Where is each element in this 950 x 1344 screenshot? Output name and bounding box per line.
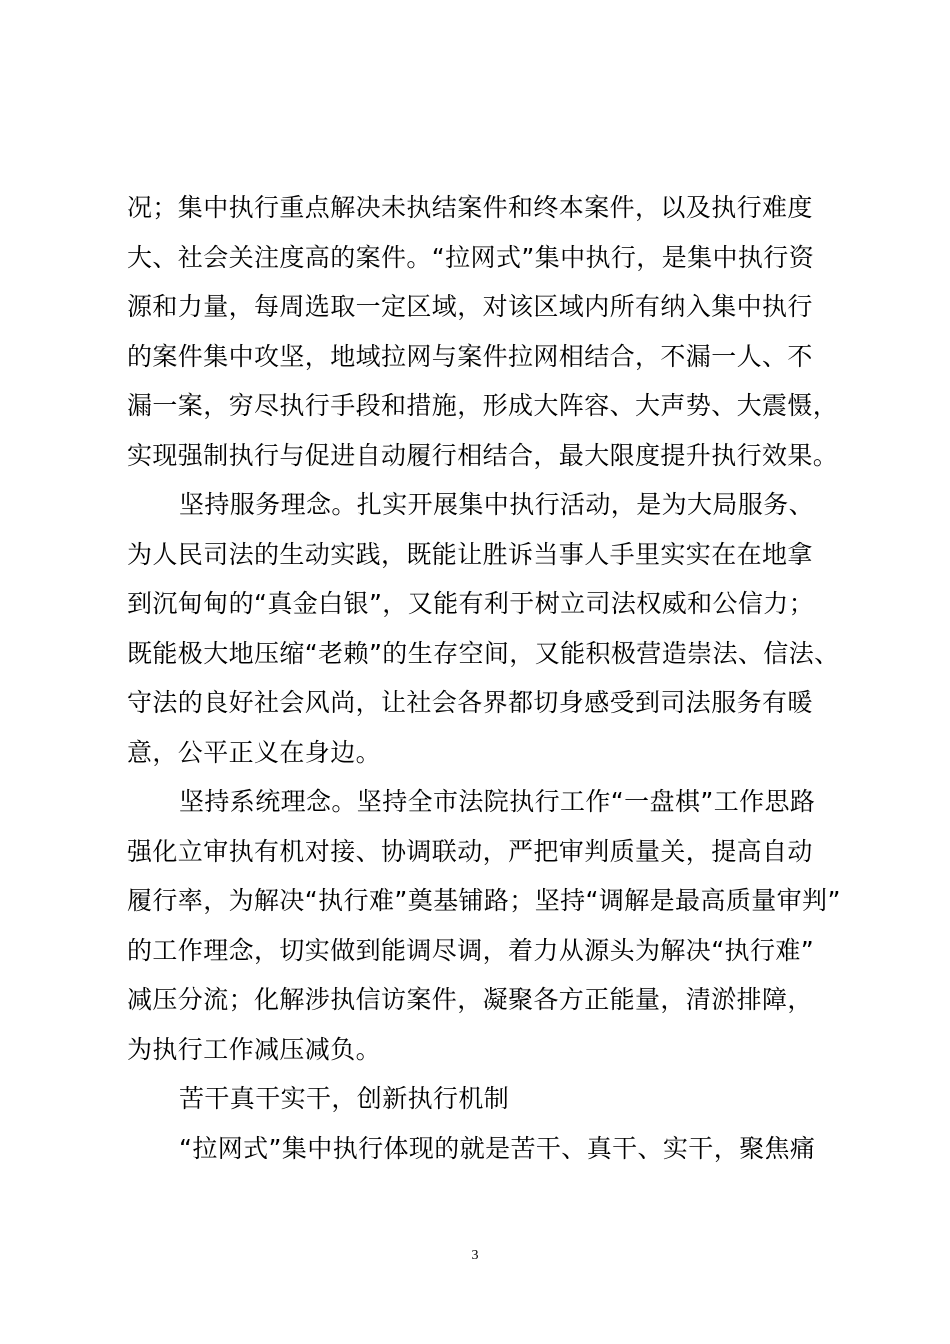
text-line: 坚持系统理念。坚持全市法院执行工作“一盘棋”工作思路	[179, 787, 816, 816]
text-line: 守法的良好社会风尚，让社会各界都切身感受到司法服务有暖	[127, 688, 813, 717]
text-line: 的工作理念，切实做到能调尽调，着力从源头为解决“执行难”	[127, 935, 815, 965]
page-number: 3	[471, 1248, 479, 1263]
text-line: 大、社会关注度高的案件。“拉网式”集中执行，是集中执行资	[127, 242, 815, 272]
text-line: 意，公平正义在身边。	[127, 737, 382, 767]
text-line: 到沉甸甸的“真金白银”，又能有利于树立司法权威和公信力；	[127, 589, 815, 618]
text-line: 强化立审执有机对接、协调联动，严把审判质量关，提高自动	[127, 836, 813, 866]
text-line: 既能极大地压缩“老赖”的生存空间，又能积极营造崇法、信法、	[127, 638, 840, 668]
text-line: 苦干真干实干，创新执行机制	[179, 1084, 510, 1113]
text-line: 减压分流；化解涉执信访案件，凝聚各方正能量，清淤排障，	[127, 985, 813, 1014]
body-text	[127, 183, 841, 1173]
text-line: “拉网式”集中执行体现的就是苦干、真干、实干，聚焦痛	[179, 1133, 816, 1163]
text-line: 况；集中执行重点解决未执结案件和终本案件，以及执行难度	[127, 193, 813, 222]
text-line: 实现强制执行与促进自动履行相结合，最大限度提升执行效果。	[127, 440, 839, 470]
text-line: 漏一案，穷尽执行手段和措施，形成大阵容、大声势、大震慑，	[127, 391, 839, 420]
text-line: 源和力量，每周选取一定区域，对该区域内所有纳入集中执行	[127, 292, 813, 321]
text-line: 为人民司法的生动实践，既能让胜诉当事人手里实实在在地拿	[127, 539, 813, 569]
text-line: 履行率，为解决“执行难”奠基铺路；坚持“调解是最高质量审判”	[127, 886, 841, 915]
text-line: 坚持服务理念。扎实开展集中执行活动，是为大局服务、	[179, 490, 815, 519]
text-line: 为执行工作减压减负。	[127, 1034, 382, 1064]
text-line: 的案件集中攻坚，地域拉网与案件拉网相结合，不漏一人、不	[127, 341, 813, 371]
